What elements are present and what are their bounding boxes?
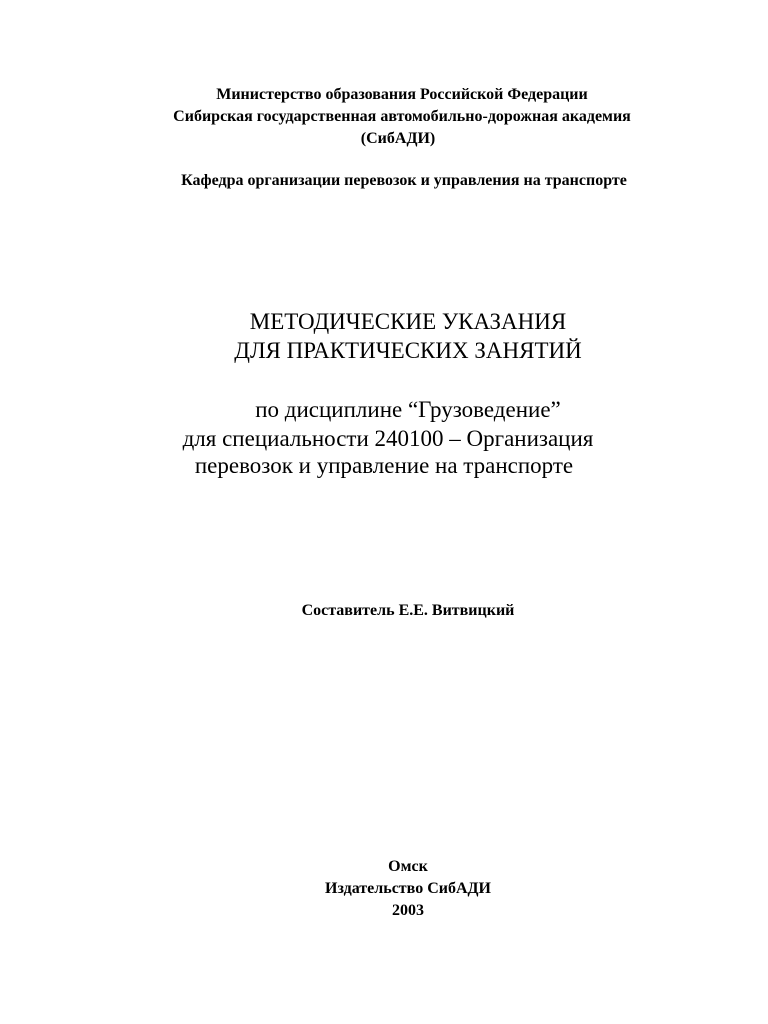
imprint-city: Омск <box>388 858 428 875</box>
imprint-publisher: Издательство СибАДИ <box>325 880 491 897</box>
imprint-year: 2003 <box>392 902 424 919</box>
subject-line-1: по дисциплине “Грузоведение” <box>255 397 561 422</box>
academy-name: Сибирская государственная автомобильно-дорожная академия <box>173 108 631 125</box>
subject-line-2: для специальности 240100 – Организация <box>182 426 594 451</box>
ministry-name: Министерство образования Российской Федерации <box>216 86 588 103</box>
document-title-line-2: ДЛЯ ПРАКТИЧЕСКИХ ЗАНЯТИЙ <box>234 338 582 363</box>
subject-line-3: перевозок и управление на транспорте <box>194 453 574 478</box>
document-title-line-1: МЕТОДИЧЕСКИЕ УКАЗАНИЯ <box>249 309 567 334</box>
department-name: Кафедра организации перевозок и управления на транспорте <box>181 172 627 189</box>
academy-abbreviation: (СибАДИ) <box>360 130 436 147</box>
compiler-credit: Составитель Е.Е. Витвицкий <box>301 602 515 619</box>
